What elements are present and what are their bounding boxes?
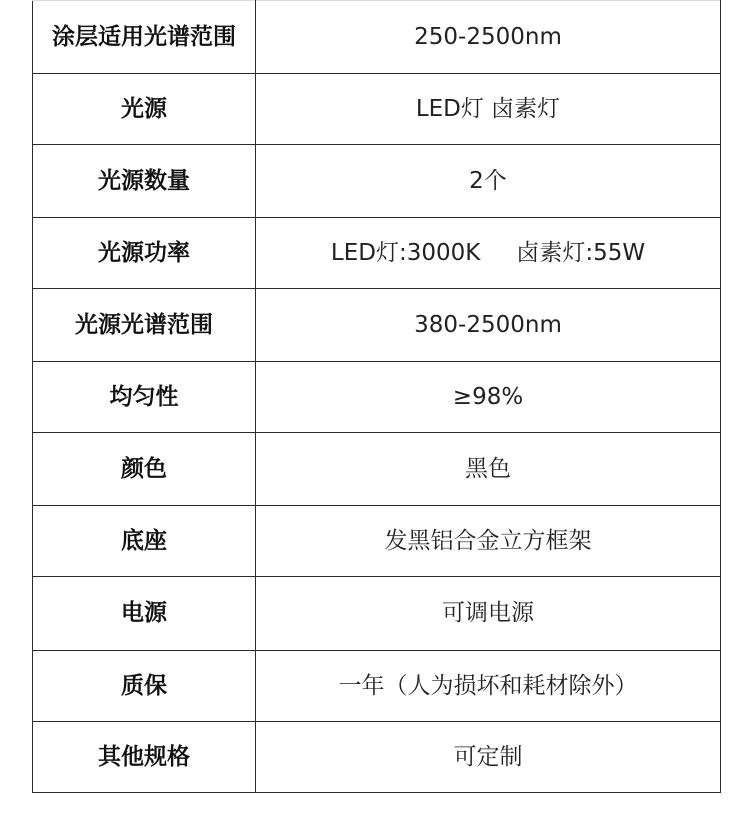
- row-label: 质保: [33, 651, 256, 722]
- row-label: 底座: [33, 506, 256, 577]
- row-label: 光源: [33, 74, 256, 145]
- row-label: 其他规格: [33, 722, 256, 793]
- row-value-power: [256, 218, 721, 289]
- row-value: LED灯 卤素灯: [256, 74, 721, 145]
- row-value: 250-2500nm: [256, 1, 721, 74]
- halogen-power-value: 卤素灯:55W: [516, 239, 646, 266]
- table-row: [33, 218, 721, 289]
- led-power-value: LED灯:3000K: [330, 239, 481, 266]
- row-value: 可调电源: [256, 577, 721, 651]
- row-label: 电源: [33, 577, 256, 651]
- table-row: [33, 74, 721, 145]
- row-label: 光源光谱范围: [33, 289, 256, 362]
- row-value: 一年（人为损坏和耗材除外）: [256, 651, 721, 722]
- table-row: [33, 1, 721, 74]
- row-label: 光源功率: [33, 218, 256, 289]
- table-row: [33, 506, 721, 577]
- row-value: 380-2500nm: [256, 289, 721, 362]
- row-label: 均匀性: [33, 362, 256, 433]
- row-value: ≥98%: [256, 362, 721, 433]
- table-row: [33, 145, 721, 218]
- spec-table: [32, 0, 721, 793]
- table-row: [33, 289, 721, 362]
- row-label: 涂层适用光谱范围: [33, 1, 256, 74]
- table-row: [33, 433, 721, 506]
- row-value: 发黑铝合金立方框架: [256, 506, 721, 577]
- table-row: [33, 577, 721, 651]
- row-label: 光源数量: [33, 145, 256, 218]
- table-row: [33, 362, 721, 433]
- row-value: 2个: [256, 145, 721, 218]
- table-row: [33, 651, 721, 722]
- row-value: 可定制: [256, 722, 721, 793]
- row-label: 颜色: [33, 433, 256, 506]
- table-row: [33, 722, 721, 793]
- row-value: 黑色: [256, 433, 721, 506]
